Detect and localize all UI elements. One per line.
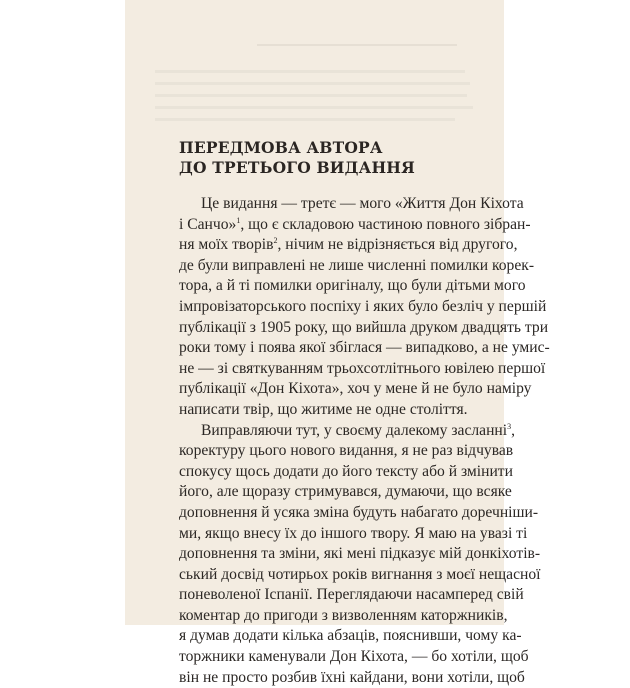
line-text: написати твір, що житиме не одне століття. [179,400,468,418]
text-line [179,421,516,442]
line-text: доповнення та зміни, які мені підказує мій донкіхотів- [179,545,541,563]
line-text: спокусу щось додати до його тексту або й змінити [179,462,513,480]
heading-line-2: ДО ТРЕТЬОГО ВИДАННЯ [179,158,416,177]
line-text: ня моїх творів [179,236,274,254]
paragraph [179,194,550,421]
text-line [179,482,512,503]
text-line [179,647,529,668]
line-text: де були виправлені не лише численні помилки корек- [179,256,535,274]
line-text: коректуру цього нового видання, я не раз відчував [179,442,514,460]
footnote-marker[interactable]: 1 [236,215,241,225]
text-line [179,276,526,297]
footnote-marker[interactable]: 3 [507,421,512,431]
paragraph [179,421,541,688]
line-text: тора, а й ті помилки оригіналу, що були дітьми мого [179,277,526,295]
text-line [179,565,541,586]
line-text: Виправляючи тут, у своєму далекому засланні [201,421,508,439]
text-line [179,400,485,421]
line-text: ми, якщо внесу їх до іншого твору. Я маю на увазі ті [179,524,528,542]
line-text: торжники каменували Дон Кіхота, — бо хотіли, щоб [179,648,529,666]
text-line [179,544,541,565]
ghost-line [155,82,470,85]
line-text: не — зі святкуванням трьохсотлітнього ювілею першої [179,359,546,377]
ghost-line [155,106,473,109]
text-line [179,256,535,277]
line-text-rest: , [511,421,516,439]
line-text: я думав додати кілька абзаців, пояснивши, чому ка- [179,627,522,645]
line-text: поневоленої Іспанії. Переглядаючи насамперед свій [179,586,524,604]
text-line [179,668,525,688]
line-text-rest: , нічим не відрізняється від другого, [277,236,518,254]
text-line [179,585,524,606]
body-text [179,194,550,688]
line-text: коментар до пригоди з визволенням каторжників, [179,606,508,624]
text-line [179,297,547,318]
line-text: публікації з 1905 року, що вийшла друком двадцять три [179,318,549,336]
heading-line-1: ПЕРЕДМОВА АВТОРА [179,138,383,157]
ghost-running-header [257,44,457,46]
chapter-heading [179,138,485,178]
text-line [179,359,546,380]
text-line [179,524,528,545]
text-line [179,462,513,483]
text-line [179,318,549,339]
line-text: роки тому і поява якої збіглася — випадково, а не умис- [179,339,550,357]
line-text: публікації «Дон Кіхота», хоч у мене й не було наміру [179,380,532,398]
text-line [179,606,508,627]
footnote-marker[interactable]: 2 [273,236,278,246]
line-text: його, але щоразу стримувався, думаючи, що всяке [179,483,512,501]
line-text: він не просто розбив їхні кайдани, вони хотіли, щоб [179,668,525,686]
text-line [179,235,518,256]
text-line [179,503,539,524]
text-line [179,215,531,236]
text-line [179,379,532,400]
line-text: і Санчо» [179,215,237,233]
line-text: імпровізаторського поспіху і яких було безліч у першій [179,297,547,315]
line-text: доповнення й усяка зміна будуть набагато доречніши- [179,503,539,521]
line-text: Це видання — третє — мого «Життя Дон Кіхота [201,195,524,212]
text-block [179,138,550,688]
book-page [125,0,550,686]
line-text-rest: , що є складовою частиною повного зібран- [240,215,531,233]
ghost-line [155,118,455,121]
ghost-line [155,70,465,73]
text-line [179,194,524,215]
ghost-line [155,94,467,97]
text-line [179,441,514,462]
text-line [179,338,550,359]
line-text: ський досвід чотирьох років вигнання з моєї нещасної [179,565,541,583]
